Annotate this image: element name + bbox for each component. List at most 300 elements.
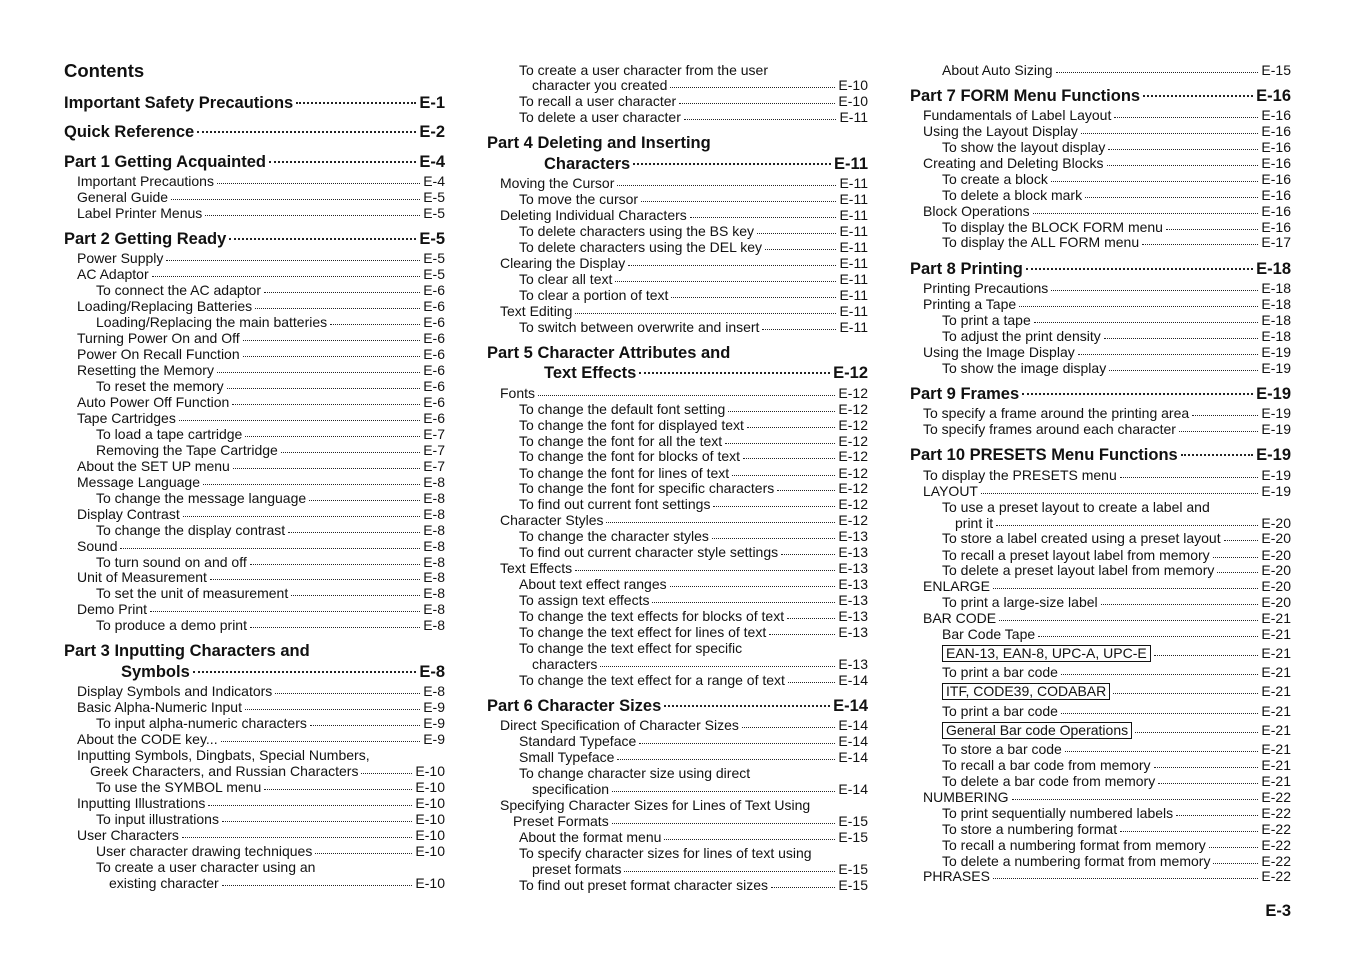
toc-entry [910,594,1291,610]
dot-leader [233,468,420,469]
dot-leader [1176,815,1258,816]
toc-entry-title: To use a preset layout to create a label and [942,499,1210,515]
dot-leader [1038,636,1258,637]
dot-leader [179,420,420,421]
dot-leader [309,500,420,501]
dot-leader [1065,751,1259,752]
dot-leader [296,102,416,104]
toc-entry [64,843,445,859]
toc-page-ref: E-8 [423,683,445,699]
toc-page-ref: E-11 [839,239,868,255]
toc-entry-title: Important Precautions [77,173,214,189]
toc-entry-title: To print a bar code [942,703,1058,719]
dot-leader [996,525,1258,526]
toc-page-ref: E-15 [838,877,868,893]
toc-entry [64,490,445,506]
toc-page-ref: E-18 [1261,312,1291,328]
toc-entry [910,757,1291,773]
toc-entry-title: To adjust the print density [942,328,1101,344]
dot-leader [639,372,830,374]
toc-entry-title: characters [532,656,598,672]
toc-entry [64,189,445,205]
dot-leader [1109,370,1258,371]
page-number: E-3 [1265,902,1291,920]
toc-entry-title: Greek Characters, and Russian Characters [90,763,359,779]
toc-entry [910,155,1291,171]
toc-entry-title: To change the text effects for blocks of text [519,608,785,624]
dot-leader [628,265,836,266]
toc-entry [487,62,868,78]
toc-entry [487,223,868,239]
dot-leader [245,436,420,437]
toc-entry-title: To delete characters using the DEL key [519,239,763,255]
toc-page-ref: E-10 [415,779,445,795]
toc-entry [487,829,868,845]
toc-entry-title: Block Operations [923,203,1030,219]
toc-entry-title: Bar Code Tape [942,626,1036,642]
toc-entry [64,173,445,189]
toc-entry [910,344,1291,360]
toc-page-ref: E-11 [839,191,868,207]
toc-page-ref: E-22 [1261,837,1291,853]
dot-leader [538,395,835,396]
dot-leader [743,458,835,459]
toc-entry [487,544,868,560]
toc-entry-title: Display Symbols and Indicators [77,683,273,699]
toc-entry-title: Using the Image Display [923,344,1075,360]
toc-section-heading [64,122,445,142]
toc-entry [910,741,1291,757]
dot-leader [999,620,1258,621]
dot-leader [1179,431,1259,432]
toc-page-ref: E-10 [838,77,868,93]
toc-page-ref: E-10 [415,843,445,859]
toc-entry [487,448,868,464]
dot-leader [600,666,835,667]
dot-leader [1101,604,1259,605]
toc-entry-title: General Bar code Operations [942,722,1132,739]
toc-entry [487,733,868,749]
toc-entry [910,868,1291,884]
toc-page-ref: E-9 [423,731,445,747]
dot-leader [664,705,830,707]
dot-leader [1120,477,1259,478]
toc-entry-title: Text Effects [544,364,637,382]
toc-page-ref: E-20 [1261,515,1291,531]
dot-leader [227,388,421,389]
toc-page-ref: E-7 [423,442,445,458]
toc-entry-title: To use the SYMBOL menu [96,779,262,795]
toc-entry-title: existing character [109,875,219,891]
toc-entry [487,656,868,672]
toc-page-ref: E-8 [423,474,445,490]
dot-leader [993,878,1259,879]
toc-entry [64,747,445,763]
toc-entry [64,683,445,699]
toc-entry-title: To change the font for blocks of text [519,448,741,464]
toc-entry-title: LAYOUT [923,483,978,499]
toc-entry-title: General Guide [77,189,169,205]
toc-entry-title: To create a block [942,171,1048,187]
toc-entry [487,239,868,255]
toc-page-ref: E-1 [419,94,445,112]
toc-entry [64,811,445,827]
toc-entry [64,394,445,410]
toc-page-ref: E-13 [838,608,868,624]
toc-section-heading [910,259,1291,279]
toc-entry [487,592,868,608]
toc-entry [910,405,1291,421]
toc-page-ref: E-14 [838,749,868,765]
toc-entry [64,763,445,779]
dot-leader [617,185,836,186]
toc-entry-title: Part 8 Printing [910,260,1023,278]
dot-leader [229,238,416,240]
page-title: Contents [64,60,145,81]
dot-leader [1019,306,1258,307]
toc-entry-title: Unit of Measurement [77,569,207,585]
toc-entry [910,664,1291,680]
dot-leader [641,201,836,202]
dot-leader [1158,783,1258,784]
toc-entry [64,538,445,554]
dot-leader [1104,338,1259,339]
dot-leader [771,887,835,888]
toc-page-ref: E-11 [839,287,868,303]
dot-leader [1051,290,1258,291]
toc-entry-title: specification [532,781,610,797]
toc-entry [487,433,868,449]
toc-entry-title: To assign text effects [519,592,650,608]
toc-entry [487,255,868,271]
dot-leader [1107,165,1259,166]
toc-entry [64,569,445,585]
toc-entry [910,280,1291,296]
toc-entry-title: User Characters [77,827,179,843]
toc-page-ref: E-14 [838,672,868,688]
toc-entry-title: To find out current character style settings [519,544,779,560]
toc-entry [487,191,868,207]
dot-leader [606,522,835,523]
toc-entry [487,401,868,417]
toc-page-ref: E-19 [1256,385,1291,403]
toc-page-ref: E-5 [423,189,445,205]
dot-leader [1034,322,1259,323]
toc-entry [487,385,868,401]
toc-entry-title: To create a user character from the user [519,62,768,78]
toc-page-ref: E-20 [1261,530,1291,546]
dot-leader [1224,540,1259,541]
toc-entry-title: To delete a block mark [942,187,1083,203]
toc-page-ref: E-9 [423,715,445,731]
toc-entry-title: AC Adaptor [77,266,149,282]
toc-page-ref: E-8 [423,538,445,554]
toc-entry [487,861,868,877]
toc-entry-title: NUMBERING [923,789,1009,805]
toc-entry [487,480,868,496]
toc-page-ref: E-10 [415,795,445,811]
dot-leader [670,586,836,587]
toc-page-ref: E-4 [419,153,445,171]
toc-entry-title: Moving the Cursor [500,175,615,191]
toc-entry-title: Fundamentals of Label Layout [923,107,1112,123]
toc-page-ref: E-21 [1261,645,1291,661]
toc-entry-title: Power Supply [77,250,164,266]
toc-entry-title: Sound [77,538,118,554]
toc-entry [64,779,445,795]
toc-entry-title: Label Printer Menus [77,205,203,221]
toc-entry [910,562,1291,578]
toc-entry [64,346,445,362]
toc-entry-title: To store a bar code [942,741,1062,757]
toc-page-ref: E-21 [1261,664,1291,680]
toc-entry [64,266,445,282]
dot-leader [747,427,835,428]
dot-leader [210,579,420,580]
toc-section-heading [64,93,445,113]
toc-entry [487,271,868,287]
dot-leader [1061,713,1258,714]
toc-entry [487,287,868,303]
toc-entry-title: About text effect ranges [519,576,667,592]
toc-entry-title: To print a bar code [942,664,1058,680]
toc-entry-title: To change the text effect for a range of text [519,672,785,688]
toc-page-ref: E-15 [838,861,868,877]
toc-entry-title: To store a numbering format [942,821,1118,837]
dot-leader [575,570,835,571]
dot-leader [712,538,836,539]
dot-leader [993,588,1259,589]
dot-leader [1120,831,1258,832]
toc-entry-title: To produce a demo print [96,617,247,633]
toc-page-ref: E-6 [423,394,445,410]
toc-page-ref: E-12 [833,364,868,382]
toc-entry [910,789,1291,805]
toc-page-ref: E-14 [838,717,868,733]
toc-entry [910,421,1291,437]
toc-page-ref: E-8 [423,554,445,570]
toc-page-ref: E-2 [419,123,445,141]
dot-leader [1143,95,1253,97]
toc-entry-title: Part 6 Character Sizes [487,697,662,715]
dot-leader [243,356,421,357]
toc-section-heading [910,86,1291,106]
toc-entry-title: To recall a bar code from memory [942,757,1151,773]
toc-entry [910,853,1291,869]
dot-leader [728,411,835,412]
toc-entry [64,458,445,474]
dot-leader [1166,229,1258,230]
toc-page-ref: E-22 [1261,821,1291,837]
toc-page-ref: E-21 [1261,741,1291,757]
toc-page-ref: E-4 [423,173,445,189]
dot-leader [1181,454,1253,456]
toc-entry-title: To delete a numbering format from memory [942,853,1211,869]
toc-page-ref: E-14 [838,733,868,749]
toc-entry-title: character you created [532,77,668,93]
toc-page-ref: E-18 [1261,280,1291,296]
dot-leader [171,199,420,200]
toc-page-ref: E-21 [1261,773,1291,789]
toc-entry [487,109,868,125]
toc-page-ref: E-19 [1261,344,1291,360]
toc-entry-title: To recall a numbering format from memory [942,837,1206,853]
toc-entry-title: Removing the Tape Cartridge [96,442,278,458]
dot-leader [633,163,831,165]
dot-leader [671,297,836,298]
toc-entry [64,378,445,394]
toc-page-ref: E-8 [423,522,445,538]
toc-page-ref: E-19 [1256,446,1291,464]
toc-page-ref: E-12 [838,401,868,417]
dot-leader [762,329,836,330]
toc-entry [910,821,1291,837]
toc-page-ref: E-18 [1256,260,1291,278]
toc-entry-title: To change the font for lines of text [519,465,730,481]
toc-page-ref: E-10 [415,811,445,827]
toc-entry-title: Loading/Replacing the main batteries [96,314,328,330]
toc-entry-title: To clear all text [519,271,613,287]
toc-entry-title: To delete a preset layout label from memory [942,562,1215,578]
toc-page-ref: E-9 [423,699,445,715]
toc-page-ref: E-5 [423,205,445,221]
toc-entry-title: Message Language [77,474,200,490]
toc-entry [64,250,445,266]
toc-page-ref: E-16 [1261,187,1291,203]
toc-entry [910,626,1291,642]
toc-entry [487,528,868,544]
dot-leader [269,161,416,163]
toc-entry [910,203,1291,219]
toc-page-ref: E-21 [1261,722,1291,738]
toc-page-ref: E-11 [839,109,868,125]
toc-page-ref: E-16 [1261,123,1291,139]
toc-section-heading [487,154,868,174]
toc-section-heading [64,641,445,661]
toc-page-ref: E-22 [1261,853,1291,869]
dot-leader [166,260,420,261]
dot-leader [664,839,835,840]
dot-leader [1142,244,1258,245]
toc-entry [487,207,868,223]
toc-entry [910,805,1291,821]
toc-entry [64,617,445,633]
toc-entry-title: Character Styles [500,512,604,528]
toc-entry-title: Turning Power On and Off [77,330,240,346]
toc-page-ref: E-20 [1261,547,1291,563]
toc-page-ref: E-6 [423,410,445,426]
toc-entry [64,442,445,458]
toc-entry-title: About the SET UP menu [77,458,230,474]
toc-entry [910,467,1291,483]
toc-page-ref: E-21 [1261,757,1291,773]
dot-leader [1192,415,1258,416]
toc-entry-title: Part 7 FORM Menu Functions [910,87,1141,105]
toc-entry [487,624,868,640]
toc-entry-title: About Auto Sizing [942,62,1053,78]
toc-entry-title: Using the Layout Display [923,123,1078,139]
dot-leader [615,281,836,282]
dot-leader [670,87,835,88]
toc-entry-title: Specifying Character Sizes for Lines of Text Using [500,797,811,813]
toc-page-ref: E-11 [839,175,868,191]
dot-leader [152,276,421,277]
toc-page-ref: E-13 [838,624,868,640]
toc-page-ref: E-22 [1261,868,1291,884]
dot-leader [981,493,1258,494]
dot-leader [612,791,835,792]
toc-entry-title: Standard Typeface [519,733,637,749]
toc-page-ref: E-16 [1261,203,1291,219]
toc-entry [910,515,1291,531]
dot-leader [217,183,420,184]
dot-leader [769,634,835,635]
dot-leader [1012,799,1259,800]
toc-entry-title: Part 4 Deleting and Inserting [487,134,711,152]
dot-leader [205,215,420,216]
dot-leader [281,452,420,453]
toc-entry-title: To recall a preset layout label from memory [942,547,1210,563]
toc-entry-title: Direct Specification of Character Sizes [500,717,739,733]
toc-entry-title: Quick Reference [64,123,195,141]
toc-entry [910,187,1291,203]
toc-entry [64,585,445,601]
toc-page-ref: E-6 [423,298,445,314]
toc-section-heading [910,384,1291,404]
toc-entry [64,298,445,314]
toc-entry-title: ITF, CODE39, CODABAR [942,683,1110,700]
toc-entry-title: To change the character styles [519,528,709,544]
toc-entry-title: To move the cursor [519,191,639,207]
dot-leader [150,611,420,612]
dot-leader [757,233,836,234]
toc-entry-title: Part 3 Inputting Characters and [64,642,310,660]
toc-page-ref: E-10 [415,827,445,843]
toc-page-ref: E-11 [839,303,868,319]
toc-entry-title: To print a large-size label [942,594,1098,610]
toc-page-ref: E-11 [839,207,868,223]
dot-leader [1113,693,1258,694]
toc-page-ref: E-11 [834,155,868,173]
toc-entry-title: Part 5 Character Attributes and [487,344,731,362]
toc-page-ref: E-19 [1261,360,1291,376]
dot-leader [777,490,835,491]
toc-page-ref: E-17 [1261,234,1291,250]
toc-page-ref: E-22 [1261,805,1291,821]
toc-page-ref: E-12 [838,512,868,528]
toc-page-ref: E-15 [838,813,868,829]
toc-entry-title: Important Safety Precautions [64,94,294,112]
toc-entry [910,773,1291,789]
toc-entry-title: To print sequentially numbered labels [942,805,1174,821]
toc-entry-title: Fonts [500,385,536,401]
toc-entry-title: To load a tape cartridge [96,426,243,442]
toc-page-ref: E-13 [838,528,868,544]
toc-entry [64,410,445,426]
toc-page-ref: E-18 [1261,296,1291,312]
toc-entry-title: To specify character sizes for lines of text using [519,845,812,861]
toc-entry [487,813,868,829]
dot-leader [732,475,835,476]
toc-page-ref: E-7 [423,458,445,474]
toc-page-ref: E-11 [839,255,868,271]
toc-entry [910,107,1291,123]
toc-entry-title: To input illustrations [96,811,219,827]
toc-page-ref: E-8 [423,506,445,522]
toc-page-ref: E-16 [1261,107,1291,123]
toc-page-ref: E-14 [833,697,868,715]
dot-leader [1114,117,1258,118]
